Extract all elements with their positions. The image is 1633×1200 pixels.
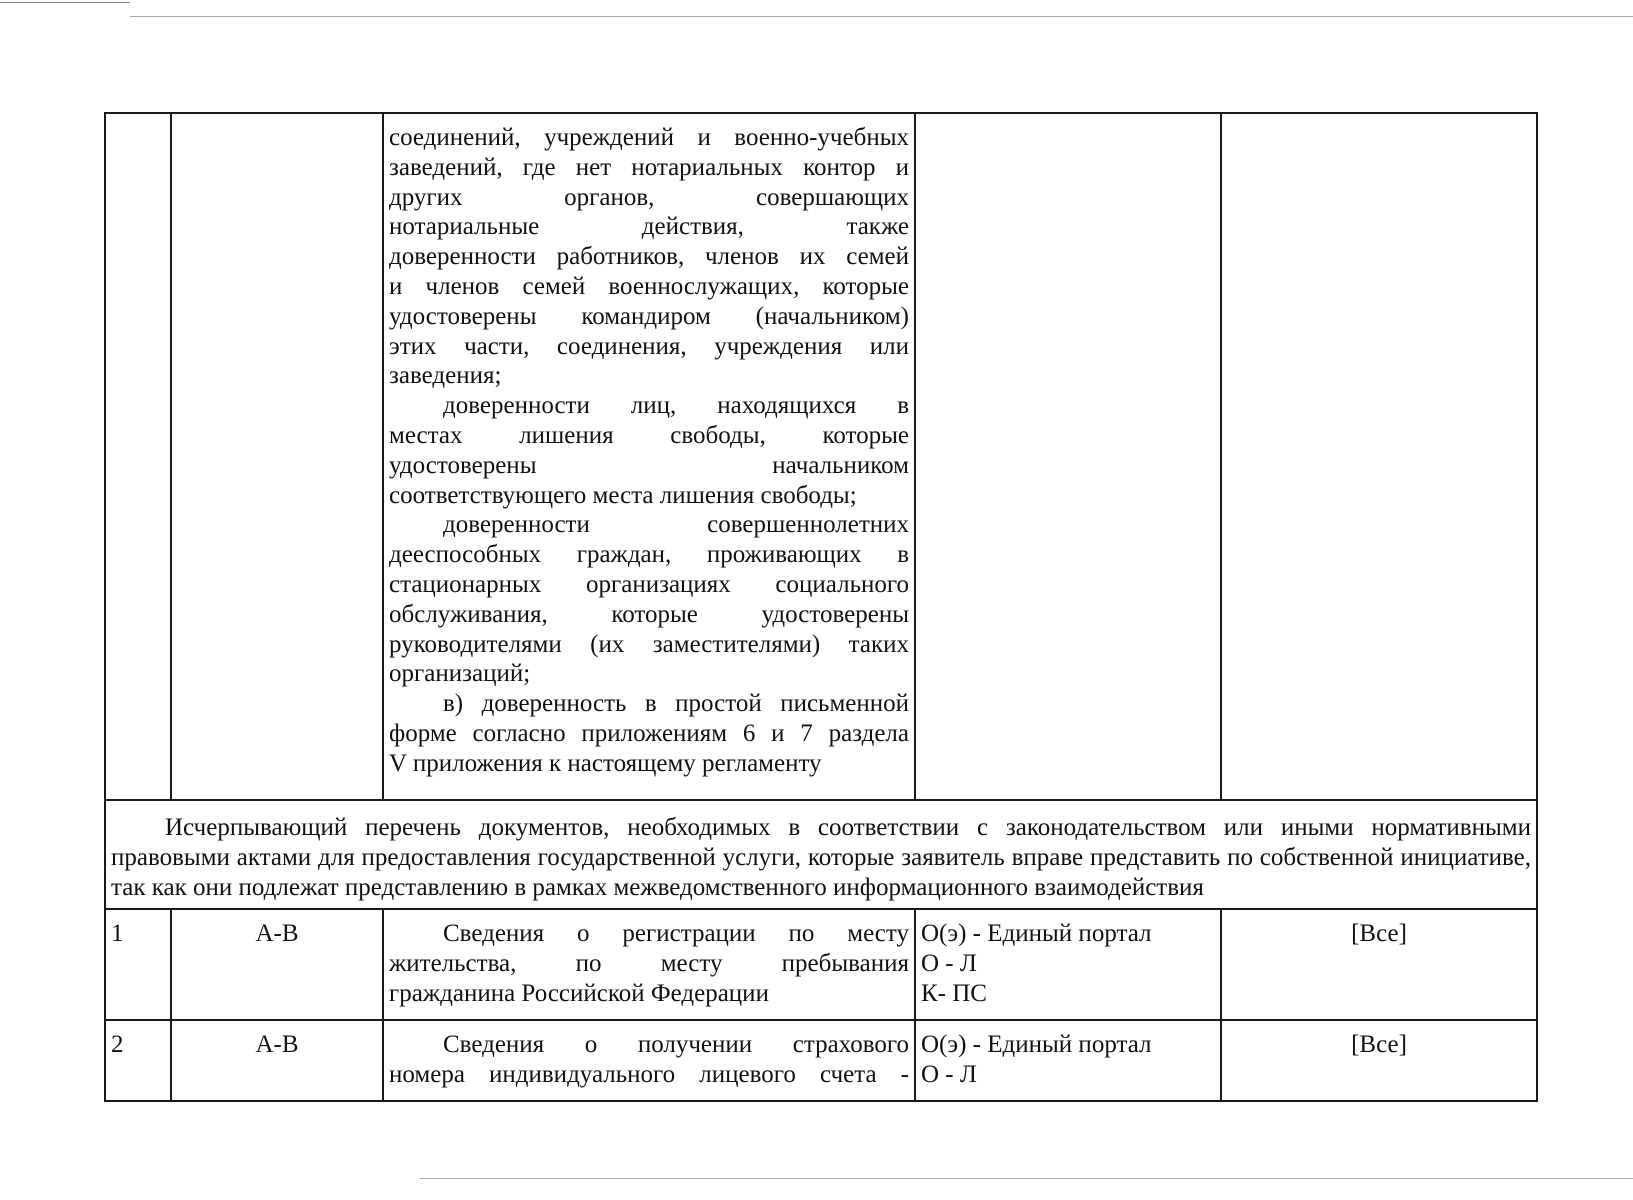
section-heading-row — [105, 800, 1537, 909]
table-row — [105, 1020, 1537, 1101]
continuation-text-cell — [383, 113, 915, 800]
continuation-row — [105, 113, 1537, 800]
document-table — [104, 112, 1538, 1102]
method-line: О(э) - Единый портал — [921, 920, 1152, 948]
scan-edge-bottom — [420, 1178, 1633, 1179]
text-line: форме согласно приложениям 6 и 7 раздела — [389, 719, 909, 747]
continuation-scope-cell — [1221, 113, 1537, 800]
text-line: других органов, совершающих — [389, 183, 909, 211]
text-line: доверенности совершеннолетних — [443, 511, 909, 539]
text-line: Сведения о регистрации по месту — [443, 920, 909, 948]
scan-edge-top — [130, 16, 1633, 17]
text-line: V приложения к настоящему регламенту — [389, 749, 822, 777]
method-line: К- ПС — [921, 979, 987, 1007]
text-line: организаций; — [389, 660, 531, 688]
row-methods-cell — [915, 909, 1221, 1020]
text-line: этих части, соединения, учреждения или — [389, 332, 909, 360]
text-line: дееспособных граждан, проживающих в — [389, 541, 909, 569]
method-line: О - Л — [921, 1061, 977, 1089]
text-line: стационарных организациях социального — [389, 570, 909, 598]
row-scope: [Все] — [1221, 909, 1537, 1020]
text-line: Сведения о получении страхового — [443, 1031, 909, 1059]
text-line: гражданина Российской Федерации — [389, 979, 769, 1007]
row-number: 1 — [105, 909, 171, 1020]
text-line: соответствующего места лишения свободы; — [389, 481, 857, 509]
scan-edge-top-left — [0, 2, 130, 3]
text-line: удостоверены начальником — [389, 451, 909, 479]
text-line: заведения; — [389, 362, 502, 390]
continuation-category-cell — [171, 113, 383, 800]
text-line: и членов семей военнослужащих, которые — [389, 272, 909, 300]
row-category: А-В — [171, 1020, 383, 1101]
text-line: доверенности работников, членов их семей — [389, 243, 909, 271]
row-scope: [Все] — [1221, 1020, 1537, 1101]
section-heading-cell — [105, 800, 1537, 909]
row-methods-cell — [915, 1020, 1221, 1101]
row-category: А-В — [171, 909, 383, 1020]
text-line: доверенности лиц, находящихся в — [443, 392, 909, 420]
method-line: О - Л — [921, 950, 977, 978]
section-heading: Исчерпывающий перечень документов, необходимых в соответствии с законодательством или иными нормативными правовыми актами для предоставления государственной услуги, которые заявитель вправе представить по собственной инициативе, так как они подлежат представлению в рамках межведомственного информационного взаимодействия — [111, 814, 1531, 901]
text-line: обслуживания, которые удостоверены — [389, 600, 909, 628]
text-line: заведений, где нет нотариальных контор и — [389, 153, 909, 181]
text-line: нотариальные действия, также — [389, 213, 909, 241]
method-line: О(э) - Единый портал — [921, 1031, 1152, 1059]
text-line: руководителями (их заместителями) таких — [389, 630, 909, 658]
row-number: 2 — [105, 1020, 171, 1101]
continuation-methods-cell — [915, 113, 1221, 800]
text-line: соединений, учреждений и военно-учебных — [389, 124, 909, 151]
text-line: номера индивидуального лицевого счета - — [389, 1061, 909, 1089]
table-row — [105, 909, 1537, 1020]
continuation-number-cell — [105, 113, 171, 800]
text-line: в) доверенность в простой письменной — [443, 690, 909, 718]
text-line: местах лишения свободы, которые — [389, 421, 909, 449]
text-line: жительства, по месту пребывания — [389, 950, 909, 978]
row-document-cell — [383, 909, 915, 1020]
row-document-cell — [383, 1020, 915, 1101]
text-line: удостоверены командиром (начальником) — [389, 302, 909, 330]
